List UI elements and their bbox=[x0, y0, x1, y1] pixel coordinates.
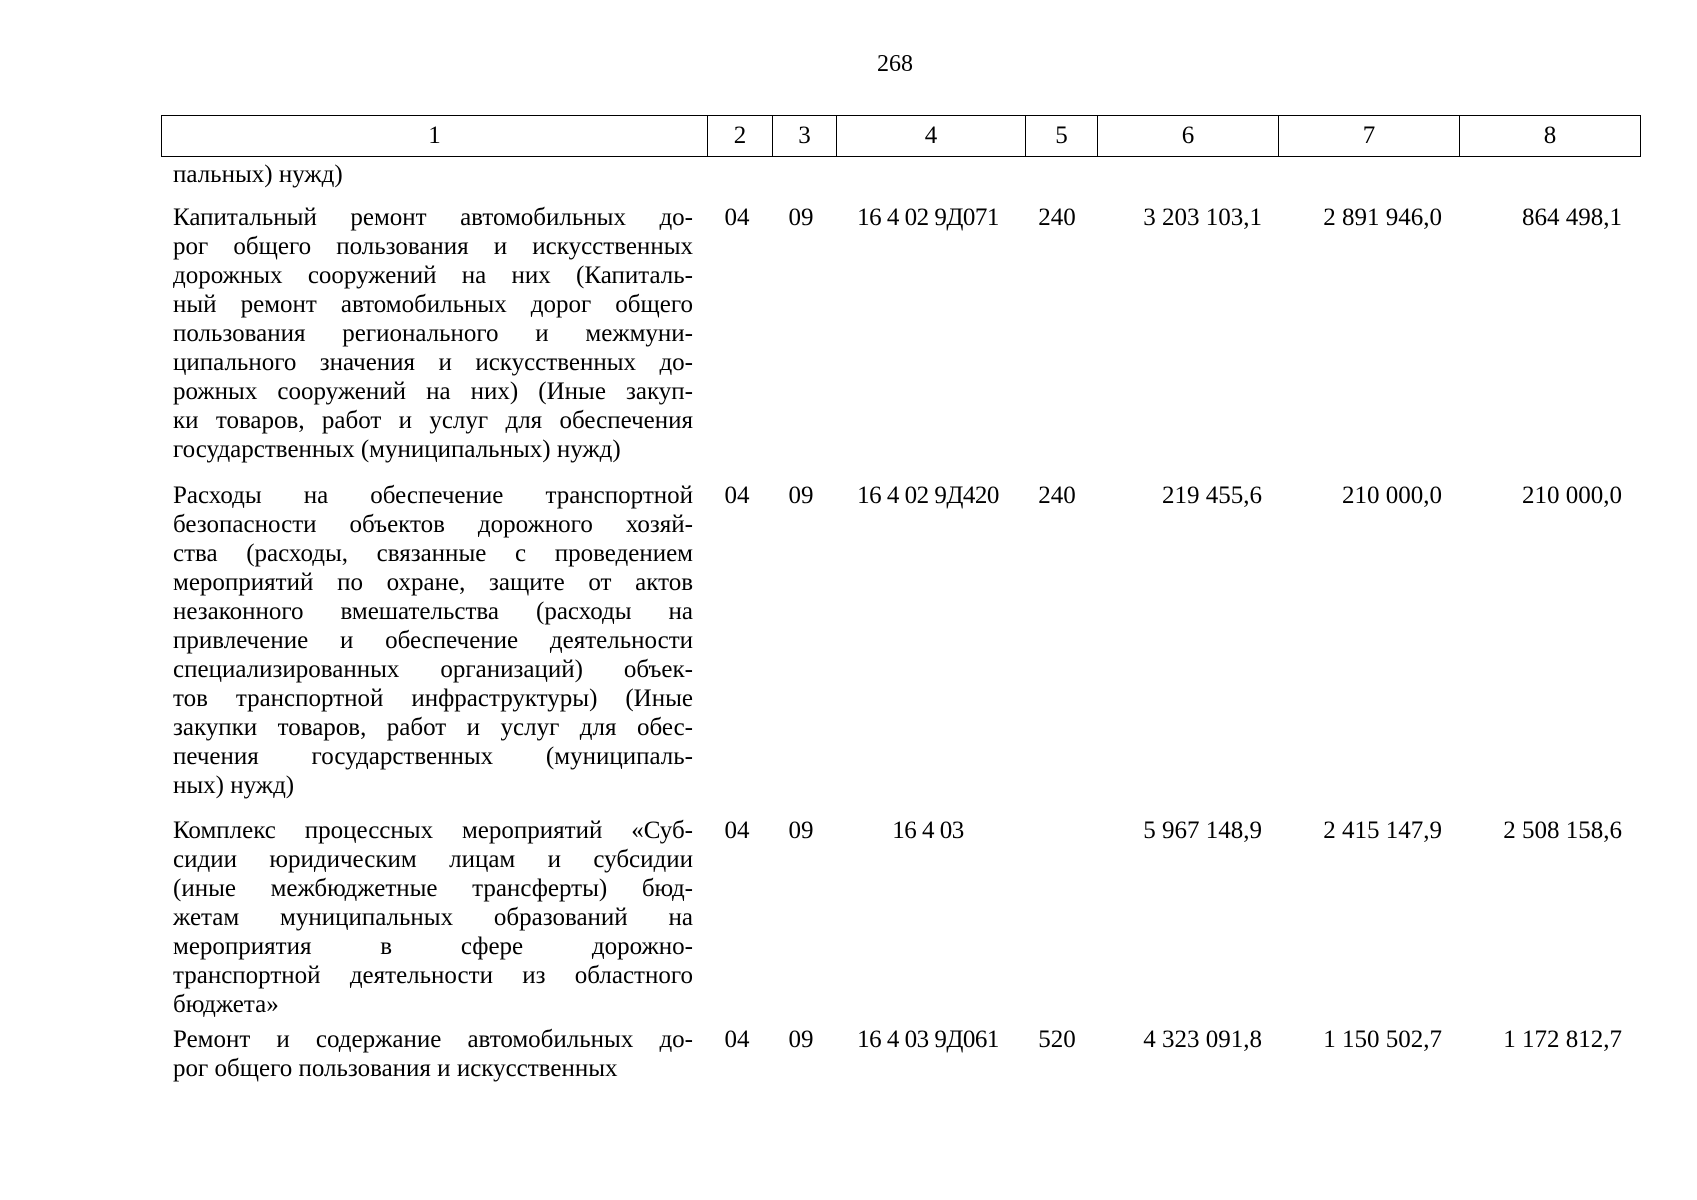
row-section: 04 bbox=[724, 482, 750, 509]
description-line: рог общего пользования и искусственных bbox=[173, 1055, 618, 1082]
row-description bbox=[173, 481, 693, 800]
row-amount-3: 1 172 812,7 bbox=[1503, 1026, 1622, 1053]
row-amount-1: 219 455,6 bbox=[1162, 482, 1262, 509]
column-header-2: 2 bbox=[708, 116, 773, 157]
column-header-8: 8 bbox=[1460, 116, 1641, 157]
column-header-6: 6 bbox=[1098, 116, 1279, 157]
row-amount-2: 2 415 147,9 bbox=[1323, 817, 1442, 844]
row-amount-3: 2 508 158,6 bbox=[1503, 817, 1622, 844]
description-line: Комплекс процессных мероприятий «Суб- bbox=[173, 817, 693, 844]
row-amount-3: 210 000,0 bbox=[1522, 482, 1622, 509]
description-line: рожных сооружений на них) (Иные закуп- bbox=[173, 378, 693, 405]
row-expense-type: 240 bbox=[1038, 482, 1076, 509]
description-line: специализированных организаций) объек- bbox=[173, 656, 693, 683]
column-header-7: 7 bbox=[1279, 116, 1460, 157]
row-description bbox=[173, 1025, 693, 1083]
description-line: дорожных сооружений на них (Капиталь- bbox=[173, 262, 693, 289]
row-section: 04 bbox=[724, 817, 750, 844]
row-amount-2: 210 000,0 bbox=[1342, 482, 1442, 509]
row-amount-2: 2 891 946,0 bbox=[1323, 204, 1442, 231]
description-line: безопасности объектов дорожного хозяй- bbox=[173, 511, 693, 538]
description-line: транспортной деятельности из областного bbox=[173, 962, 693, 989]
description-line: сидии юридическим лицам и субсидии bbox=[173, 846, 693, 873]
description-line: Расходы на обеспечение транспортной bbox=[173, 482, 693, 509]
row-description bbox=[173, 816, 693, 1019]
description-line: ки товаров, работ и услуг для обеспечения bbox=[173, 407, 693, 434]
description-line: мероприятий по охране, защите от актов bbox=[173, 569, 693, 596]
page-number: 268 bbox=[877, 51, 913, 77]
description-line: незаконного вмешательства (расходы на bbox=[173, 598, 693, 625]
description-line: привлечение и обеспечение деятельности bbox=[173, 627, 693, 654]
description-line: пользования регионального и межмуни- bbox=[173, 320, 693, 347]
description-line: жетам муниципальных образований на bbox=[173, 904, 693, 931]
row-target-article: 16 4 02 9Д071 bbox=[857, 204, 999, 231]
column-header-table bbox=[161, 115, 1641, 157]
column-header-3: 3 bbox=[773, 116, 837, 157]
row-expense-type: 240 bbox=[1038, 204, 1076, 231]
row-subsection: 09 bbox=[788, 1026, 814, 1053]
row-amount-1: 4 323 091,8 bbox=[1143, 1026, 1262, 1053]
continuation-text: пальных) нужд) bbox=[173, 161, 343, 188]
description-line: рог общего пользования и искусственных bbox=[173, 233, 693, 260]
description-line: ный ремонт автомобильных дорог общего bbox=[173, 291, 693, 318]
row-amount-1: 3 203 103,1 bbox=[1143, 204, 1262, 231]
row-amount-1: 5 967 148,9 bbox=[1143, 817, 1262, 844]
description-line: ства (расходы, связанные с проведением bbox=[173, 540, 693, 567]
row-amount-2: 1 150 502,7 bbox=[1323, 1026, 1442, 1053]
description-line: печения государственных (муниципаль- bbox=[173, 743, 693, 770]
description-line: закупки товаров, работ и услуг для обес- bbox=[173, 714, 693, 741]
row-description bbox=[173, 203, 693, 464]
column-header-1: 1 bbox=[162, 116, 708, 157]
description-line: мероприятия в сфере дорожно- bbox=[173, 933, 693, 960]
description-line: Ремонт и содержание автомобильных до- bbox=[173, 1026, 693, 1053]
description-line: бюджета» bbox=[173, 991, 279, 1018]
column-header-4: 4 bbox=[837, 116, 1026, 157]
row-target-article: 16 4 02 9Д420 bbox=[857, 482, 999, 509]
row-subsection: 09 bbox=[788, 817, 814, 844]
row-subsection: 09 bbox=[788, 482, 814, 509]
description-line: (иные межбюджетные трансферты) бюд- bbox=[173, 875, 693, 902]
description-line: ных) нужд) bbox=[173, 772, 295, 799]
column-header-5: 5 bbox=[1026, 116, 1098, 157]
row-subsection: 09 bbox=[788, 204, 814, 231]
row-expense-type: 520 bbox=[1038, 1026, 1076, 1053]
row-amount-3: 864 498,1 bbox=[1522, 204, 1622, 231]
row-section: 04 bbox=[724, 1026, 750, 1053]
description-line: тов транспортной инфраструктуры) (Иные bbox=[173, 685, 693, 712]
column-header-row bbox=[162, 116, 1641, 157]
row-section: 04 bbox=[724, 204, 750, 231]
description-line: ципального значения и искусственных до- bbox=[173, 349, 693, 376]
description-line: Капитальный ремонт автомобильных до- bbox=[173, 204, 693, 231]
description-line: государственных (муниципальных) нужд) bbox=[173, 436, 621, 463]
row-target-article: 16 4 03 9Д061 bbox=[857, 1026, 999, 1053]
row-target-article: 16 4 03 bbox=[892, 817, 964, 844]
